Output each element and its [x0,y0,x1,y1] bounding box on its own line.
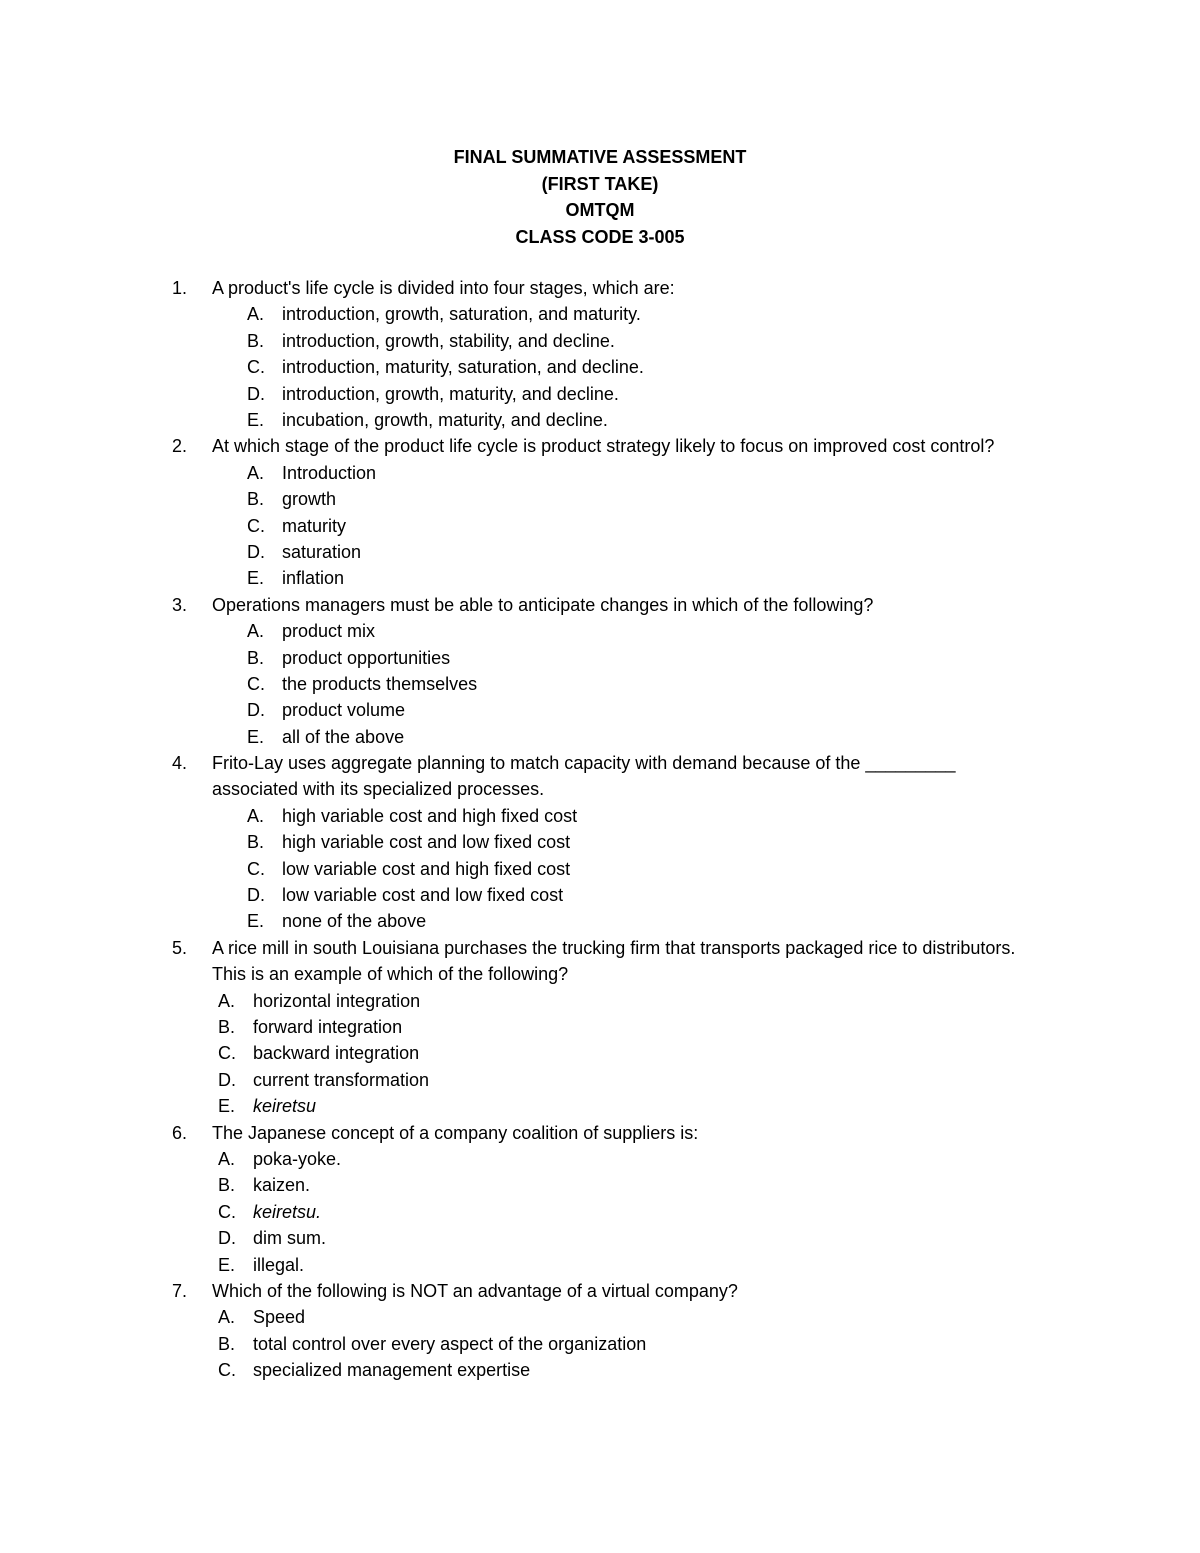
option-text: dim sum. [253,1228,327,1249]
option-b [0,486,1200,512]
option-letter: A. [247,462,265,483]
question-2 [0,433,1200,591]
option-d [0,697,1200,723]
question-4 [0,750,1200,935]
option-text: total control over every aspect of the organization [253,1333,647,1354]
option-text: growth [282,489,337,510]
option-a [0,1304,1200,1330]
option-text: current transformation [253,1069,430,1090]
option-text: illegal. [253,1254,305,1275]
option-text: poka-yoke. [253,1149,342,1170]
option-text: backward integration [253,1043,420,1064]
option-a [0,301,1200,327]
question-text: A product's life cycle is divided into four stages, which are: [212,278,675,298]
option-text: maturity [282,515,347,536]
option-text: low variable cost and high fixed cost [282,858,571,879]
option-text: Speed [253,1307,306,1328]
option-letter: D. [218,1069,236,1090]
question-text: Operations managers must be able to anticipate changes in which of the following? [212,594,874,615]
option-a [0,988,1200,1014]
option-list [0,988,1200,1120]
question-number: 6. [172,1122,188,1143]
option-letter: C. [247,515,265,536]
option-list [0,1146,1200,1278]
option-b [0,645,1200,671]
option-text: high variable cost and low fixed cost [282,832,571,853]
option-text: high variable cost and high fixed cost [282,805,578,826]
course-name: OMTQM [565,200,635,220]
option-list [0,1304,1200,1383]
option-a [0,1146,1200,1172]
option-letter: A. [218,990,236,1011]
question-number: 3. [172,594,188,615]
option-b [0,1331,1200,1357]
option-c [0,671,1200,697]
option-letter: A. [218,1307,236,1328]
option-letter: B. [218,1333,236,1354]
document-title: FINAL SUMMATIVE ASSESSMENT [453,147,747,167]
option-list [0,460,1200,592]
option-letter: E. [247,726,265,747]
option-e [0,407,1200,433]
option-c [0,1357,1200,1383]
question-number: 2. [172,436,188,457]
option-letter: D. [247,885,265,906]
option-d [0,381,1200,407]
option-a [0,460,1200,486]
option-text: forward integration [253,1017,403,1038]
option-letter: E. [218,1254,236,1275]
option-text: kaizen. [253,1175,311,1196]
option-c [0,354,1200,380]
option-text: product mix [282,621,376,642]
option-letter: B. [247,330,265,351]
option-b [0,1014,1200,1040]
option-e [0,565,1200,591]
option-text: introduction, maturity, saturation, and decline. [282,357,644,378]
option-d [0,1225,1200,1251]
option-letter: E. [247,568,265,589]
option-d [0,539,1200,565]
option-c [0,1040,1200,1066]
question-5 [0,935,1200,1120]
option-letter: B. [218,1017,236,1038]
option-letter: C. [247,858,265,879]
option-text: none of the above [282,911,427,932]
option-letter: E. [247,911,265,932]
option-text: Introduction [282,462,377,483]
option-letter: A. [247,621,265,642]
question-6 [0,1120,1200,1278]
option-d [0,882,1200,908]
question-1 [0,275,1200,433]
option-letter: D. [247,383,265,404]
question-7 [0,1278,1200,1384]
question-list [0,275,1200,1384]
question-number: 7. [172,1280,188,1301]
option-a [0,803,1200,829]
option-letter: B. [247,647,265,668]
option-text: introduction, growth, stability, and decline. [282,330,615,351]
option-letter: A. [218,1149,236,1170]
option-text: product volume [282,700,406,721]
option-c [0,856,1200,882]
option-text: the products themselves [282,673,478,694]
option-b [0,328,1200,354]
class-code: CLASS CODE 3-005 [515,226,685,247]
option-a [0,618,1200,644]
option-letter: D. [247,700,265,721]
option-letter: C. [247,673,265,694]
option-c [0,513,1200,539]
question-3 [0,592,1200,750]
question-text: Frito-Lay uses aggregate planning to match capacity with demand because of the _________ associated with its specialized processes. [212,753,956,800]
option-list [0,803,1200,935]
question-number: 5. [172,937,188,958]
option-letter: D. [218,1228,236,1249]
option-text: product opportunities [282,647,451,668]
option-letter: B. [218,1175,236,1196]
option-text: inflation [282,568,345,589]
option-text: specialized management expertise [253,1360,531,1381]
option-b [0,829,1200,855]
option-text: keiretsu [253,1096,317,1117]
option-letter: A. [247,805,265,826]
option-letter: A. [247,304,265,325]
option-letter: B. [247,489,265,510]
option-text: low variable cost and low fixed cost [282,885,564,906]
document-subtitle: (FIRST TAKE) [541,173,659,194]
option-letter: D. [247,541,265,562]
option-list [0,618,1200,750]
option-b [0,1172,1200,1198]
option-letter: C. [218,1043,236,1064]
option-list [0,301,1200,433]
question-text: At which stage of the product life cycle is product strategy likely to focus on improved cost control? [212,436,995,457]
option-letter: B. [247,832,265,853]
option-e [0,908,1200,934]
option-text: keiretsu. [253,1201,322,1222]
question-number: 1. [172,278,188,298]
option-e [0,724,1200,750]
option-letter: E. [247,409,265,430]
option-e [0,1252,1200,1278]
question-text: Which of the following is NOT an advantage of a virtual company? [212,1280,738,1301]
option-letter: C. [247,357,265,378]
option-text: saturation [282,541,362,562]
question-number: 4. [172,753,188,774]
option-d [0,1067,1200,1093]
option-e [0,1093,1200,1119]
option-letter: C. [218,1360,236,1381]
option-text: introduction, growth, maturity, and decline. [282,383,619,404]
option-c [0,1199,1200,1225]
question-text: A rice mill in south Louisiana purchases the trucking firm that transports packaged rice to distributors. This is an example of which of the following? [212,937,1016,985]
option-text: incubation, growth, maturity, and decline. [282,409,608,430]
option-letter: C. [218,1201,236,1222]
option-letter: E. [218,1096,236,1117]
option-text: all of the above [282,726,405,747]
question-text: The Japanese concept of a company coalition of suppliers is: [212,1122,699,1143]
option-text: introduction, growth, saturation, and maturity. [282,304,641,325]
option-text: horizontal integration [253,990,421,1011]
document-header [0,144,1200,250]
